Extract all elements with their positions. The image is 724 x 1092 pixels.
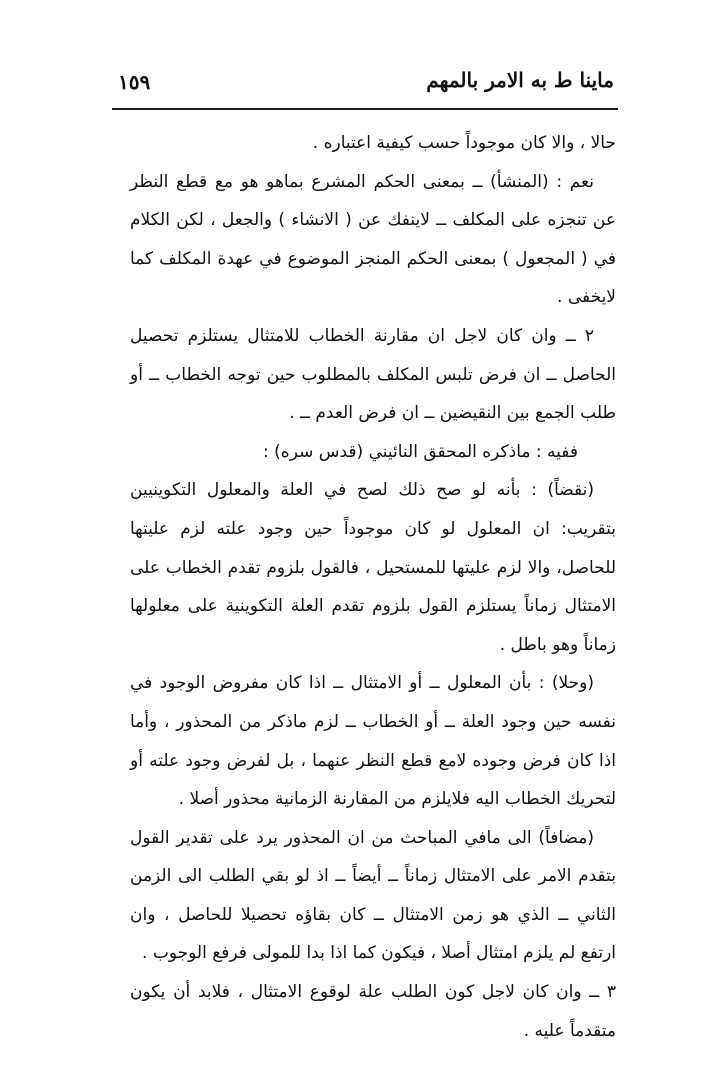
running-header [112, 62, 614, 108]
paragraph: ٣ ــ وان كان لاجل كون الطلب علة لوقوع الامتثال ، فلابد أن يكون متقدماً عليه . [130, 982, 616, 1041]
paragraph: حالا ، والا كان موجوداً حسب كيفية اعتباره . [312, 133, 616, 153]
paragraph: (مضافاً) الى مافي المباحث من ان المحذور يرد على تقدير القول بتقدم الامر على الامتثال زماناً ــ أيضاً ــ اذ لو بقي الطلب الى الزمن الثاني ــ الذي هو زمن الامتثال ــ كان بقاؤه تحصيلا للحاصل ، وان ارتفع لم يلزم امتثال أصلا ، فيكون كما اذا بدا للمولى فرفع الوجوب . [130, 827, 616, 964]
paragraph: ٢ ــ وان كان لاجل ان مقارنة الخطاب للامتثال يستلزم تحصيل الحاصل ــ ان فرض تلبس المكلف بالمطلوب حين توجه الخطاب ــ أو طلب الجمع بين النقيضين ــ ان فرض العدم ــ . [130, 325, 616, 424]
paragraph: نعم : (المنشأ) ــ بمعنى الحكم المشرع بماهو هو مع قطع النظر عن تنجزه على المكلف ــ لاينفك عن ( الانشاء ) والجعل ، لكن الكلام في ( المجعول ) بمعنى الحكم المنجز الموضوع في عهدة المكلف كما لايخفى . [130, 171, 616, 308]
page-number: ١٥٩ [118, 70, 151, 94]
paragraph: (وحلا) : بأن المعلول ــ أو الامتثال ــ اذا كان مفروض الوجود في نفسه حين وجود العلة ــ أو الخطاب ــ لزم ماذكر من المحذور ، وأما اذا كان فرض وجوده لامع قطع النظر عنهما ، بل لفرض وجود علته أو لتحريك الخطاب اليه فلايلزم من المقارنة الزمانية محذور أصلا . [130, 673, 616, 810]
paragraph: (نقضاً) : بأنه لو صح ذلك لصح في العلة والمعلول التكوينيين بتقريب: ان المعلول لو كان موجوداً حين وجود علته لزم عليتها للحاصل، والا لزم عليتها للمستحيل ، فالقول بلزوم تقدم الخطاب على الامتثال زماناً يستلزم القول بلزوم تقدم العلة التكوينية على معلولها زماناً وهو باطل . [130, 480, 616, 655]
header-rule [112, 108, 618, 110]
paragraph: ففيه : ماذكره المحقق النائيني (قدس سره) : [263, 441, 578, 462]
running-title: ماينا ط به الامر بالمهم [426, 68, 614, 92]
body-text [130, 124, 616, 1050]
